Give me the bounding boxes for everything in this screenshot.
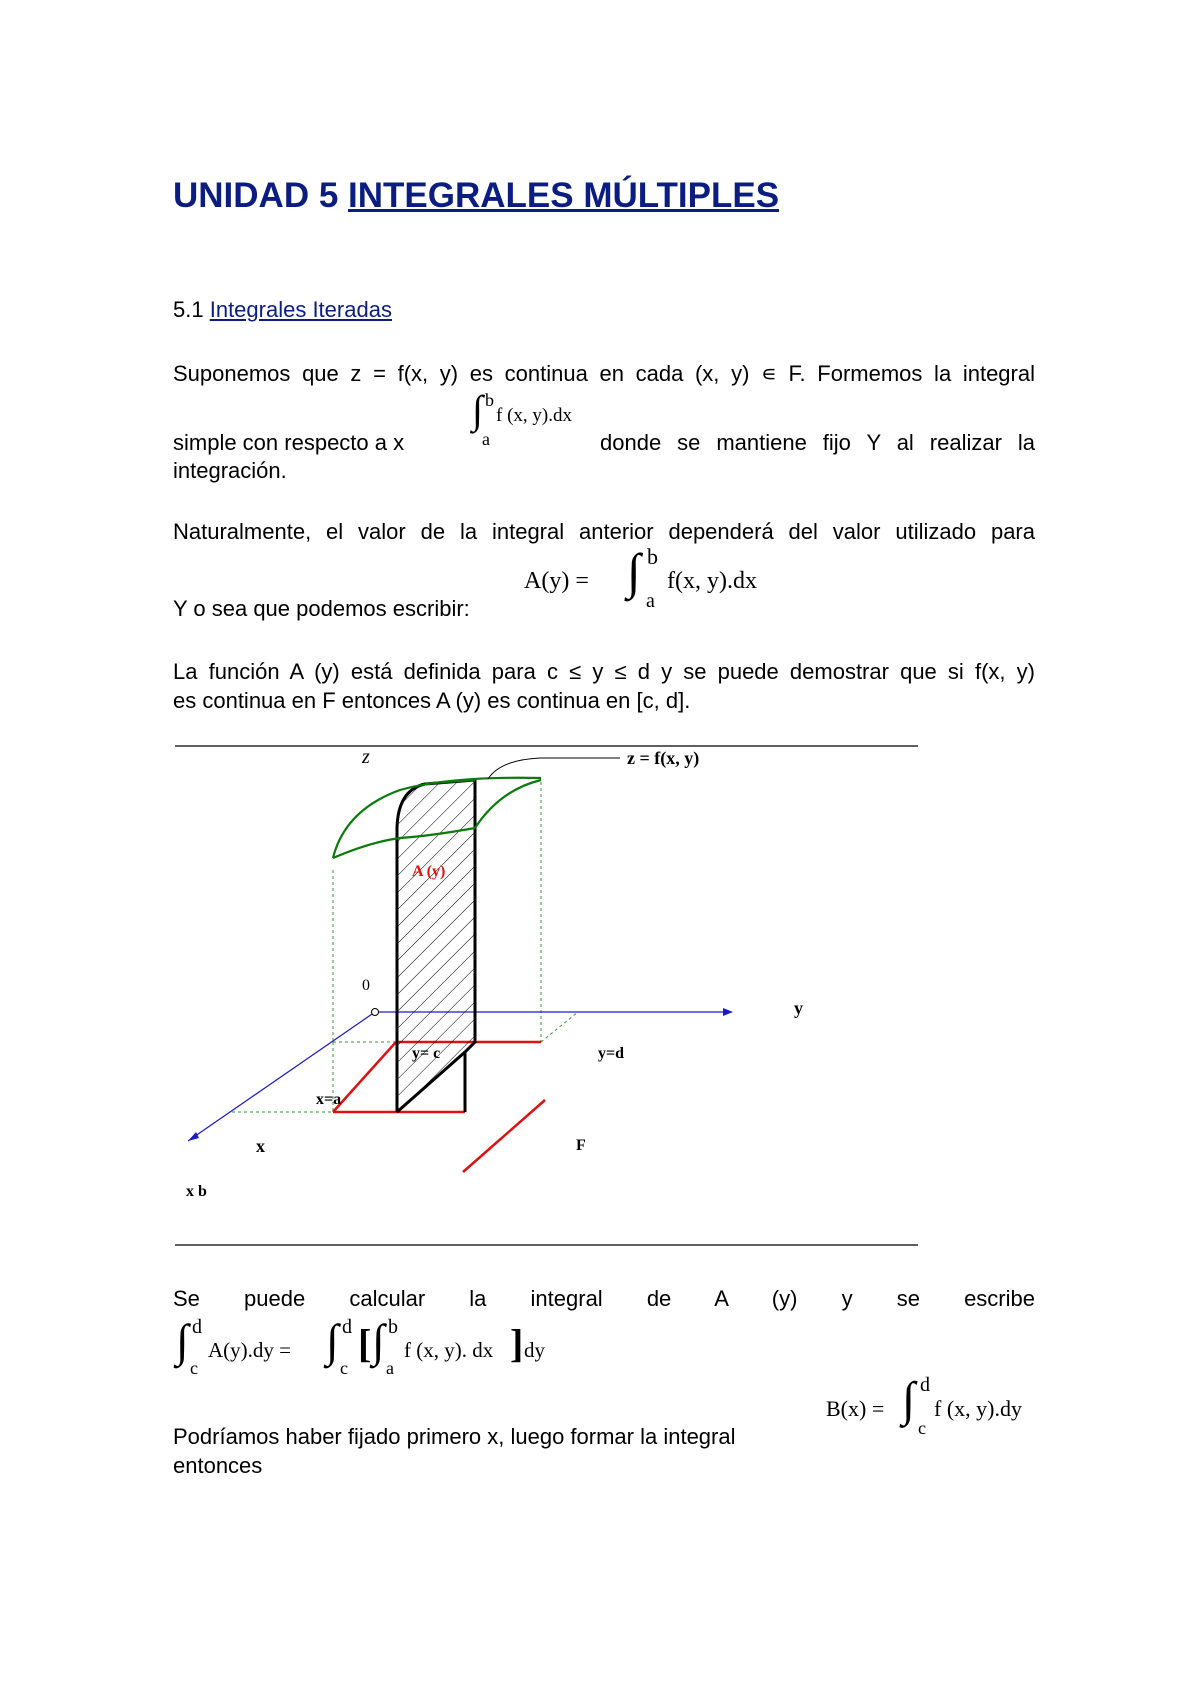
paragraph-4-line-1: Se puede calcular la integral de A (y) y se escribe [173,1286,1035,1311]
integral-sign-icon: ∫ [902,1373,916,1426]
formula-3-tail: dy [524,1338,545,1362]
paragraph-5-line-2: entonces [173,1453,263,1478]
integral-sign-icon: ∫ [627,543,641,599]
label-region-F: F [576,1137,586,1154]
paragraph-2-line-1: Naturalmente, el valor de la integral anterior dependerá del valor utilizado para [173,519,1035,544]
label-y-equals-d: y=d [598,1045,625,1062]
formula-3-body-1: A(y).dy = [208,1338,291,1362]
formula-3-upper-3: b [388,1316,398,1338]
formula-4-body: f (x, y).dy [934,1396,1022,1421]
bracket-open-icon: [ [358,1321,372,1366]
formula-2-lhs: A(y) = [524,568,589,594]
x-axis [188,1012,375,1141]
paragraph-2-line-2: Y o sea que podemos escribir: [173,596,470,621]
integral-sign-icon: ∫ [176,1315,189,1366]
formula-double-integral [176,1315,556,1382]
origin-point [372,1009,379,1016]
bracket-close-icon: ] [510,1321,524,1366]
paragraph-1-line-2-right: donde se mantiene fijo Y al realizar la [600,430,1035,455]
label-z: z [362,746,370,768]
formula-4-lhs: B(x) = [826,1396,885,1421]
y-axis-arrow-icon [723,1008,733,1016]
formula-A-of-y [524,543,814,612]
label-function: z = f(x, y) [627,748,700,768]
label-y-axis: y [794,998,803,1018]
formula-B-of-x [826,1373,1041,1442]
integral-sign-icon: ∫ [472,387,483,432]
label-A-of-y: A (y) [412,863,446,880]
label-x-equals-b: x b [186,1183,207,1200]
formula-3-lower-2: c [340,1358,348,1378]
paragraph-3-line-1: La función A (y) está definida para c ≤ y ≤ d y se puede demostrar que si f(x, y) [173,659,1035,684]
formula-4-upper: d [920,1374,930,1396]
formula-1-body: f (x, y).dx [496,405,572,426]
integral-sign-icon: ∫ [326,1315,339,1366]
formula-3-lower-3: a [386,1358,394,1378]
label-origin: 0 [362,977,370,994]
formula-4-lower: c [918,1418,926,1438]
paragraph-1-line-3: integración. [173,458,287,483]
unit-label: UNIDAD 5 [173,176,339,215]
label-pointer [488,758,620,779]
formula-1-lower: a [482,429,490,449]
section-heading [173,297,392,323]
label-x-axis: x [256,1136,265,1156]
page-title [173,176,779,216]
formula-3-lower-1: c [190,1358,198,1378]
section-number: 5.1 [173,297,204,322]
paragraph-5-line-1: Podríamos haber fijado primero x, luego formar la integral [173,1424,736,1449]
integral-sign-icon: ∫ [372,1315,385,1366]
formula-3-upper-1: d [192,1316,202,1338]
formula-2-body: f(x, y).dx [667,568,757,594]
label-y-equals-c: y= c [412,1045,441,1062]
formula-2-lower: a [646,590,655,612]
formula-3-upper-2: d [342,1316,352,1338]
iterated-integral-figure [170,735,920,1255]
unit-title-link[interactable]: INTEGRALES MÚLTIPLES [348,176,780,215]
section-title-link[interactable]: Integrales Iteradas [209,297,392,322]
paragraph-1-line-2-left: simple con respecto a x [173,430,405,455]
formula-simple-integral [472,387,592,452]
x-axis-arrow-icon [188,1132,199,1141]
label-x-equals-a: x=a [316,1091,342,1108]
formula-2-upper: b [647,544,658,569]
formula-1-upper: b [485,390,494,410]
formula-3-body-2: f (x, y). dx [404,1338,494,1362]
paragraph-1-line-1: Suponemos que z = f(x, y) es continua en cada (x, y) ∊ F. Formemos la integral [173,361,1035,386]
paragraph-3-line-2: es continua en F entonces A (y) es continua en [c, d]. [173,688,691,713]
